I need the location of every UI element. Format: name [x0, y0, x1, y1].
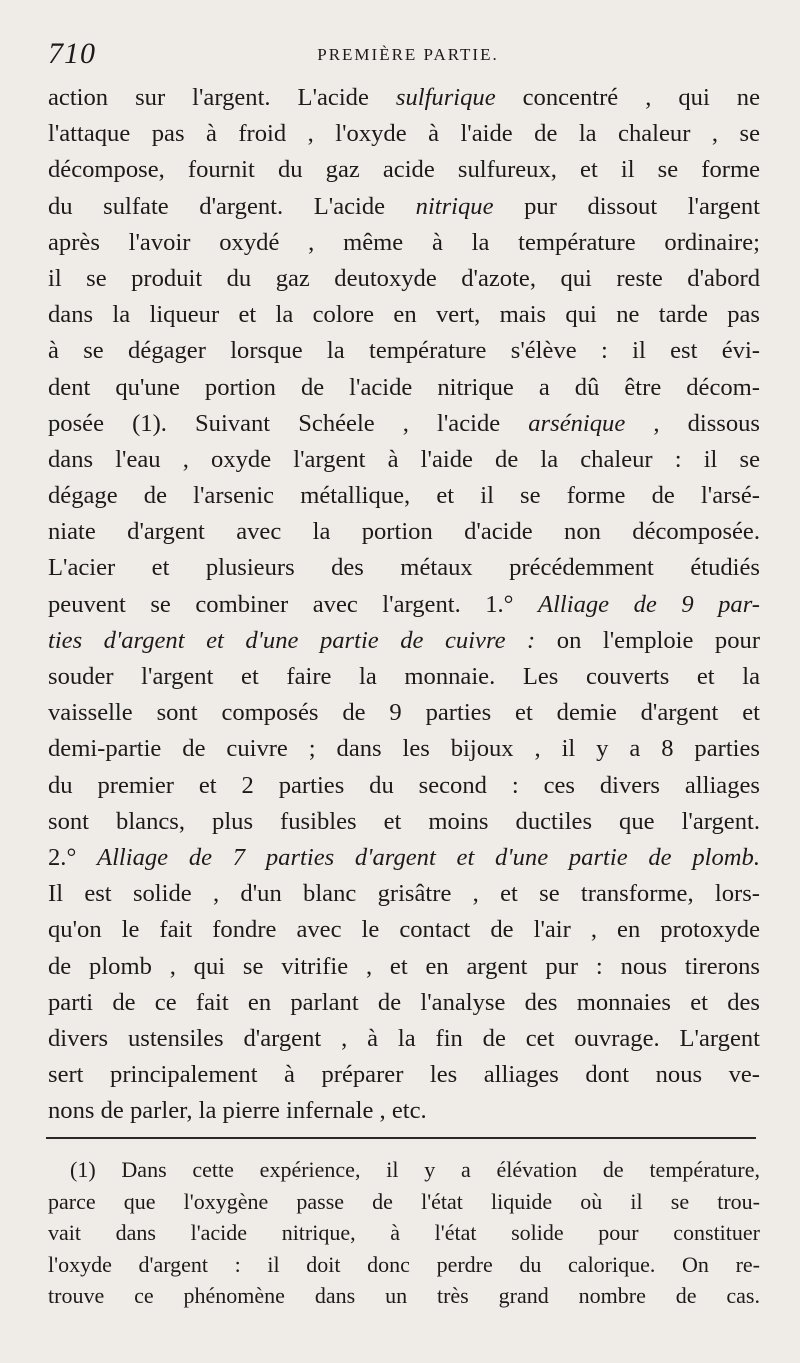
text-run: qu'on le fait fondre avec le contact de l'air , en protoxyde [48, 916, 760, 944]
italic-run: sulfurique [395, 84, 496, 111]
footnote-line [48, 1217, 760, 1249]
text-run: dent qu'une portion de l'acide nitrique a dû être décom- [48, 373, 760, 401]
text-run: du sulfate d'argent. L'acide [48, 192, 416, 220]
text-line [48, 985, 760, 1021]
text-line [48, 731, 760, 767]
page-header [48, 33, 768, 73]
text-line [48, 1021, 760, 1057]
italic-run: Alliage de 7 parties d'argent et d'une partie de plomb. [97, 843, 760, 871]
text-line [48, 225, 760, 261]
text-run: l'attaque pas à froid , l'oxyde à l'aide de la chaleur , se [48, 120, 760, 148]
text-run: on l'emploie pour [535, 626, 761, 654]
text-line [48, 297, 760, 333]
italic-run: nitrique [415, 192, 494, 220]
footnote-line [48, 1249, 760, 1281]
text-line [48, 623, 760, 659]
text-run: décompose, fournit du gaz acide sulfureux, et il se forme [48, 156, 760, 184]
text-run: action sur l'argent. L'acide [48, 84, 396, 111]
footnote-text: (1) Dans cette expérience, il y a élévation de température, [70, 1157, 760, 1182]
footnote-line [48, 1186, 760, 1218]
text-line [48, 116, 760, 152]
text-run: divers ustensiles d'argent , à la fin de cet ouvrage. L'argent [48, 1024, 760, 1052]
text-run: posée (1). Suivant Schéele , l'acide [48, 409, 529, 437]
text-line [48, 876, 760, 912]
body-text [48, 80, 760, 1129]
text-line [48, 333, 760, 369]
footnote-text: trouve ce phénomène dans un très grand nombre de cas. [48, 1283, 760, 1309]
text-line [48, 261, 760, 297]
text-line [48, 406, 760, 442]
footnote [48, 1154, 760, 1312]
text-run: dégage de l'arsenic métallique, et il se forme de l'arsé- [48, 482, 760, 510]
text-line [48, 80, 760, 116]
text-line [48, 152, 760, 188]
text-line [48, 1093, 760, 1129]
text-run: de plomb , qui se vitrifie , et en argent pur : nous tirerons [48, 952, 760, 980]
text-run: , dissous [625, 409, 761, 437]
text-run: demi-partie de cuivre ; dans les bijoux , il y a 8 parties [48, 735, 760, 763]
text-run: il se produit du gaz deutoxyde d'azote, qui reste d'abord [48, 264, 760, 292]
text-run: parti de ce fait en parlant de l'analyse des monnaies et des [48, 988, 760, 1016]
text-run: souder l'argent et faire la monnaie. Les couverts et la [48, 663, 760, 690]
text-line [48, 912, 760, 948]
text-line [48, 189, 760, 225]
text-run: après l'avoir oxydé , même à la température ordinaire; [48, 228, 760, 256]
text-run: L'acier et plusieurs des métaux précédemment étudiés [48, 554, 760, 582]
text-run: pur dissout l'argent [493, 192, 760, 220]
italic-run: ties d'argent et d'une partie de cuivre : [48, 626, 536, 654]
text-run: du premier et 2 parties du second : ces divers alliages [48, 771, 760, 799]
text-run: à se dégager lorsque la température s'élève : il est évi- [48, 337, 760, 365]
text-run: dans la liqueur et la colore en vert, mais qui ne tarde pas [48, 301, 760, 329]
text-line [48, 804, 760, 840]
text-run: dans l'eau , oxyde l'argent à l'aide de la chaleur : il se [48, 445, 760, 473]
text-run: sont blancs, plus fusibles et moins ductiles que l'argent. [48, 807, 760, 835]
text-run: Il est solide , d'un blanc grisâtre , et se transforme, lors- [48, 880, 760, 908]
text-run: sert principalement à préparer les alliages dont nous ve- [48, 1061, 760, 1089]
page-number: 710 [48, 37, 96, 70]
text-run: nons de parler, la pierre infernale , etc. [48, 1097, 427, 1125]
footnote-divider [46, 1137, 756, 1139]
text-line [48, 695, 760, 731]
footnote-text: vait dans l'acide nitrique, à l'état solide pour constituer [48, 1220, 760, 1246]
text-line [48, 949, 760, 985]
text-line [48, 768, 760, 804]
italic-run: Alliage de 9 par- [538, 590, 760, 618]
text-run: vaisselle sont composés de 9 parties et demie d'argent et [48, 699, 760, 727]
italic-run: arsénique [528, 409, 626, 437]
text-line [48, 442, 760, 478]
text-run: 2.° [48, 843, 98, 871]
footnote-line [48, 1154, 760, 1186]
text-line [48, 840, 760, 876]
text-line [48, 550, 760, 586]
text-line [48, 1057, 760, 1093]
text-line [48, 514, 760, 550]
footnote-text: l'oxyde d'argent : il doit donc perdre du calorique. On re- [48, 1251, 760, 1277]
footnote-text: parce que l'oxygène passe de l'état liquide où il se trou- [48, 1188, 760, 1214]
text-line [48, 370, 760, 406]
text-line [48, 659, 760, 695]
running-title: PREMIÈRE PARTIE. [317, 45, 499, 64]
text-run: concentré , qui ne [495, 84, 760, 111]
text-run: peuvent se combiner avec l'argent. 1.° [48, 590, 539, 618]
text-run: niate d'argent avec la portion d'acide non décomposée. [48, 518, 760, 546]
text-line [48, 587, 760, 623]
footnote-line [48, 1280, 760, 1312]
text-line [48, 478, 760, 514]
